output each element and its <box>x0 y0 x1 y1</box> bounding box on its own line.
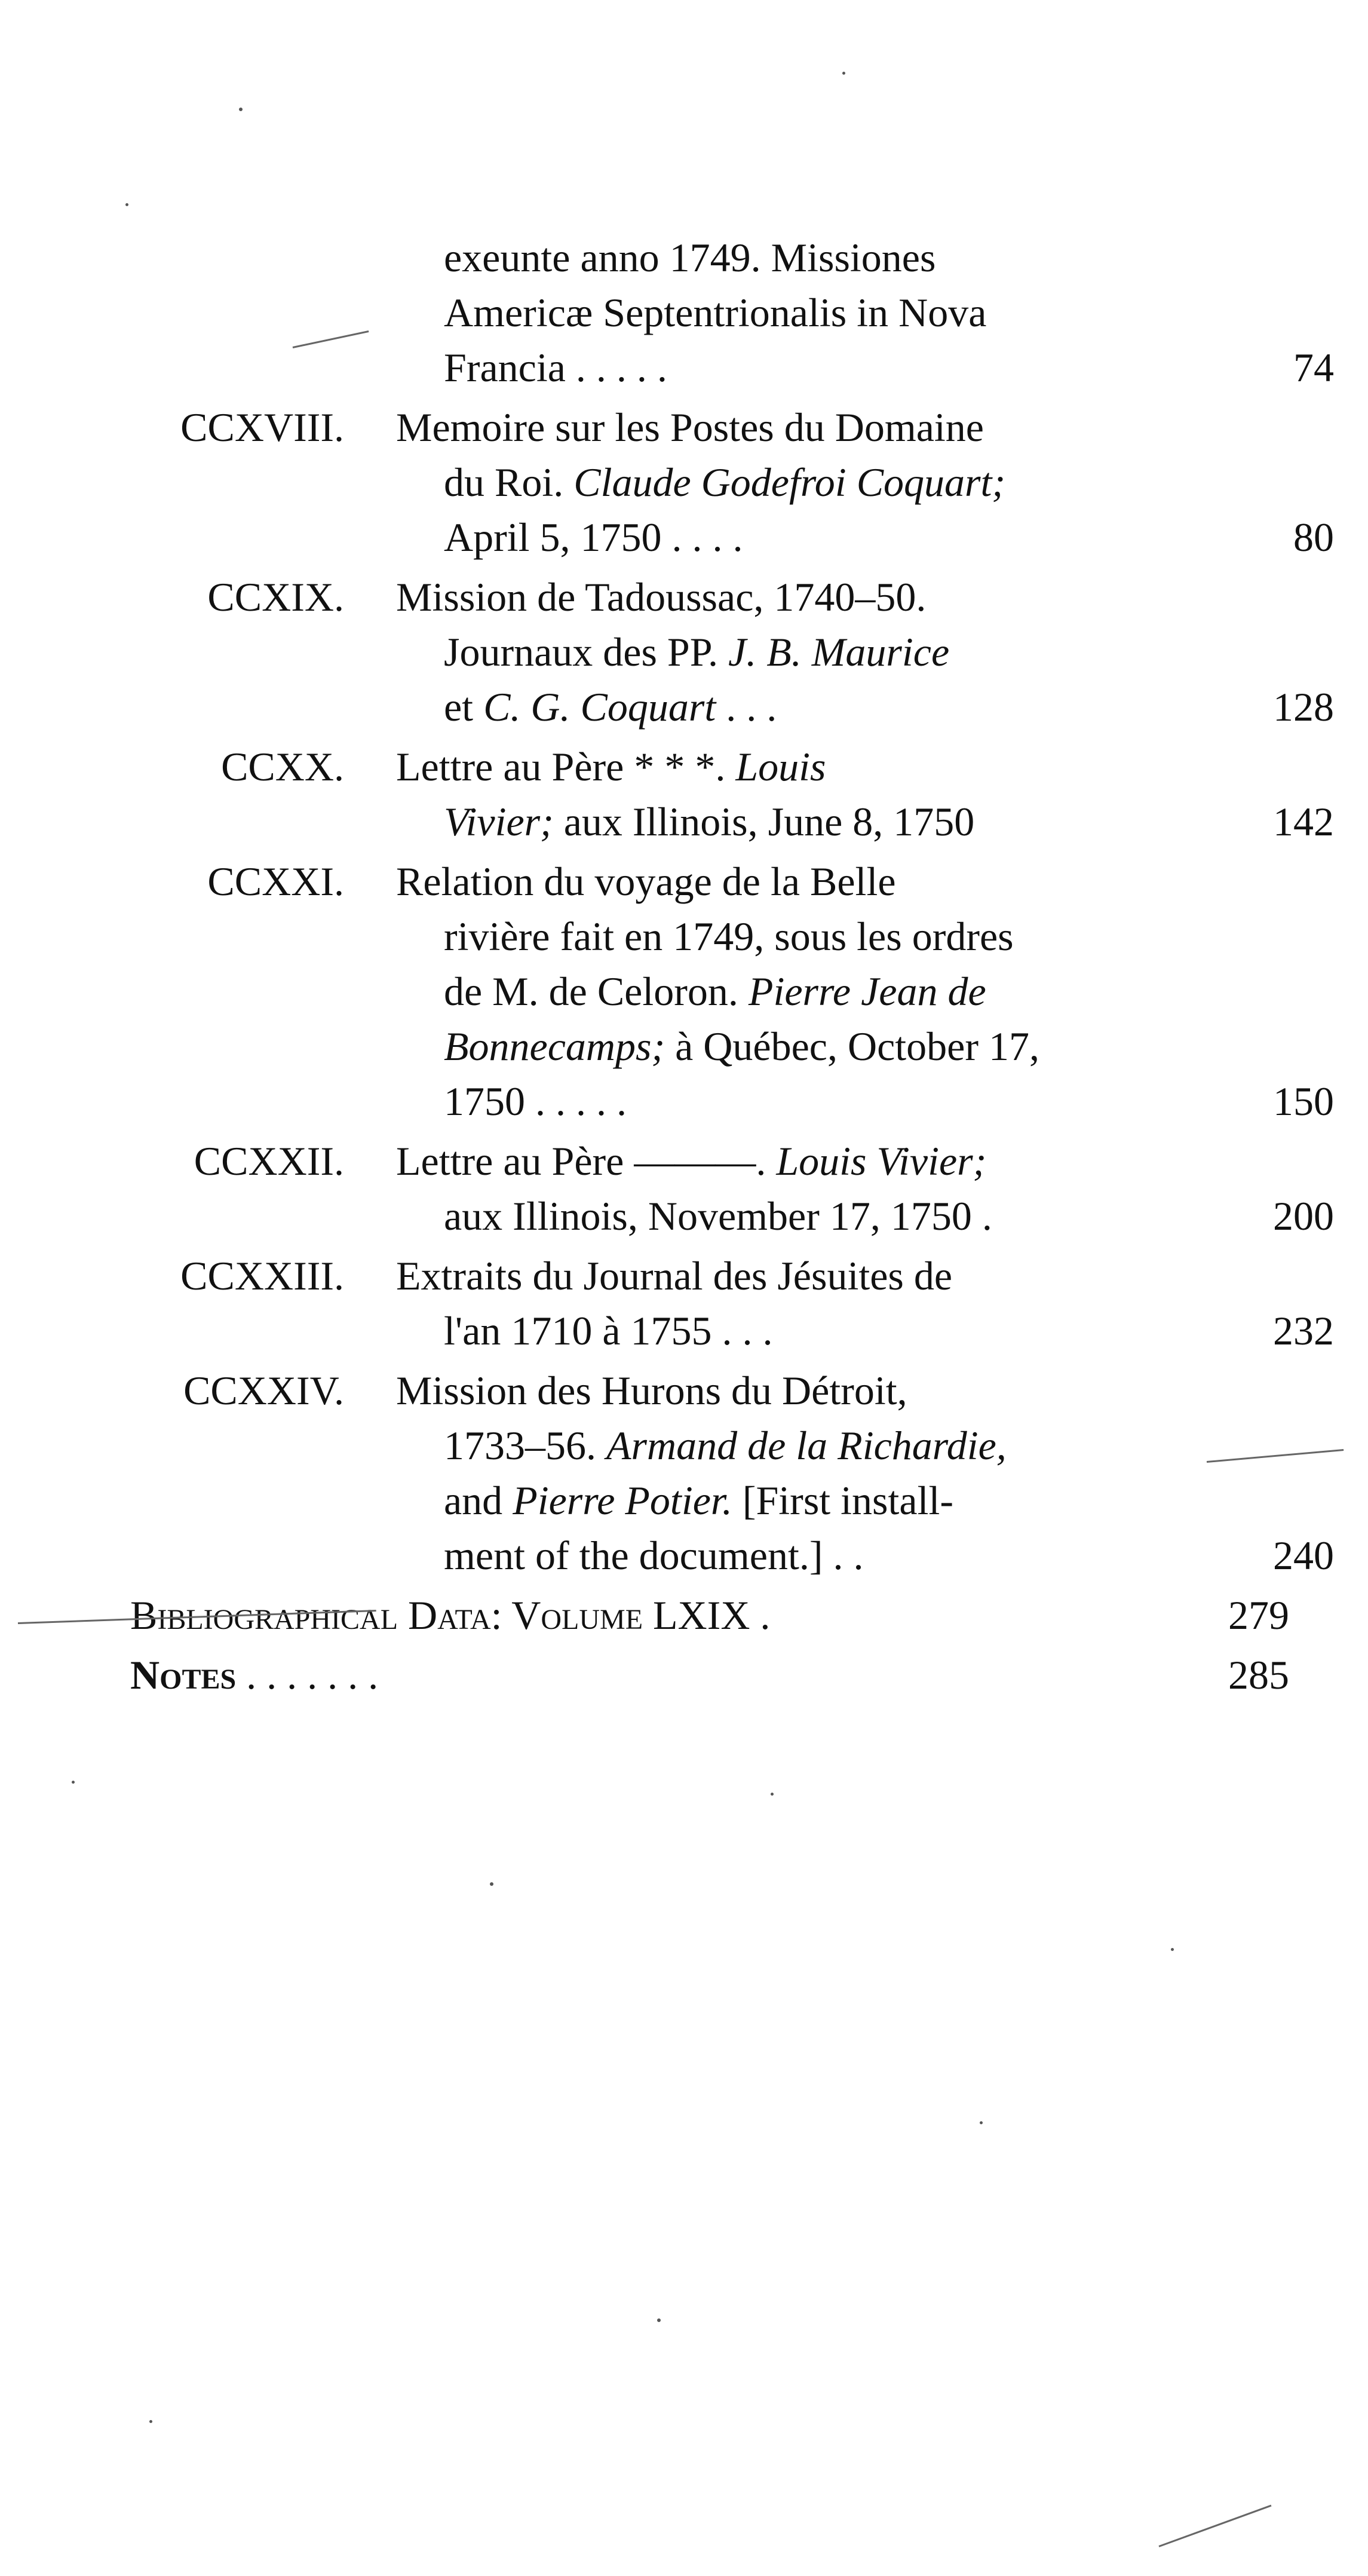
entry-line: Bonnecamps; à Québec, October 17, <box>444 1024 1039 1069</box>
bibliographical-entry <box>130 1588 1289 1643</box>
entry-number: CCXVIII. <box>180 405 344 450</box>
toc-entry <box>130 1248 1334 1358</box>
entry-number: CCXX. <box>221 744 344 789</box>
entry-title <box>396 854 1334 1129</box>
entry-line: Relation du voyage de la Belle <box>396 859 896 904</box>
entry-line: Lettre au Père * * *. Louis <box>396 744 826 789</box>
toc-entry <box>130 1134 1334 1243</box>
entry-title <box>396 1134 1334 1243</box>
entry-title <box>396 1363 1334 1583</box>
author-name: J. B. Maurice <box>728 629 950 675</box>
author-name: C. G. Coquart <box>483 684 716 730</box>
entry-line: Notes . . . . . . . 285 <box>130 1647 1223 1702</box>
entry-line: April 5, 1750 . . . . 80 <box>396 510 1268 565</box>
page-number: 128 <box>1273 684 1334 730</box>
entry-number: CCXXII. <box>194 1138 344 1184</box>
author-name: Claude Godefroi Coquart; <box>573 460 1006 505</box>
author-name: Louis Vivier; <box>776 1138 987 1184</box>
toc-entry <box>130 400 1334 565</box>
entry-number: CCXXIV. <box>183 1368 344 1413</box>
author-name: Pierre Jean de <box>748 969 986 1014</box>
table-of-contents <box>130 230 1334 1707</box>
scan-speck <box>657 2318 661 2322</box>
toc-entry <box>130 569 1334 734</box>
toc-entry <box>130 739 1334 849</box>
entry-line: and Pierre Potier. [First install- <box>444 1478 954 1523</box>
entry-line: Mission de Tadoussac, 1740–50. <box>396 574 927 620</box>
author-name: Pierre Potier. <box>513 1478 732 1523</box>
entry-title <box>396 400 1334 565</box>
entry-number: CCXXI. <box>207 859 344 904</box>
entry-number: CCXXIII. <box>180 1253 344 1298</box>
entry-line: du Roi. Claude Godefroi Coquart; <box>444 460 1006 505</box>
scan-speck <box>980 2121 983 2124</box>
scan-speck <box>490 1882 493 1886</box>
entry-line: Lettre au Père ———. Louis Vivier; <box>396 1138 987 1184</box>
entry-line: Extraits du Journal des Jésuites de <box>396 1253 953 1298</box>
page-number: 80 <box>1293 514 1334 560</box>
entry-line: 1733–56. Armand de la Richardie, <box>444 1423 1007 1468</box>
scan-speck <box>72 1781 75 1784</box>
page-number: 74 <box>1293 345 1334 390</box>
page-number: 142 <box>1273 799 1334 844</box>
entry-line: Americæ Septentrionalis in Nova <box>444 290 987 335</box>
page-number: 150 <box>1273 1079 1334 1124</box>
author-name: Vivier; <box>444 799 554 844</box>
toc-entry <box>130 230 1334 395</box>
entry-line: et C. G. Coquart . . . 128 <box>396 679 1268 734</box>
scan-stroke <box>1158 2505 1271 2547</box>
entry-line: Mission des Hurons du Détroit, <box>396 1368 907 1413</box>
entry-line: l'an 1710 à 1755 . . . 232 <box>396 1303 1268 1358</box>
entry-line: Vivier; aux Illinois, June 8, 1750 142 <box>396 794 1268 849</box>
entry-title <box>396 230 1334 395</box>
author-name: Armand de la Richardie, <box>606 1423 1007 1468</box>
page-number: 200 <box>1273 1193 1334 1239</box>
entry-line: Bibliographical Data: Volume LXIX . 279 <box>130 1588 1223 1643</box>
page-number: 279 <box>1228 1592 1289 1638</box>
page-number: 240 <box>1273 1533 1334 1578</box>
scan-speck <box>1171 1948 1174 1951</box>
scan-speck <box>771 1793 774 1796</box>
scan-speck <box>842 72 845 75</box>
entry-line: exeunte anno 1749. Missiones <box>444 235 936 280</box>
entry-title <box>396 569 1334 734</box>
entry-title <box>396 1248 1334 1358</box>
notes-label: Notes <box>130 1652 237 1698</box>
bibliographical-label: Bibliographical Data: Volume LXIX <box>130 1592 750 1638</box>
entry-number: CCXIX. <box>207 574 344 620</box>
scan-speck <box>149 2420 152 2423</box>
page-number: 285 <box>1228 1652 1289 1698</box>
notes-entry <box>130 1647 1289 1702</box>
entry-line: Memoire sur les Postes du Domaine <box>396 405 984 450</box>
author-name: Bonnecamps; <box>444 1024 665 1069</box>
author-name: Louis <box>735 744 826 789</box>
entry-line: de M. de Celoron. Pierre Jean de <box>444 969 986 1014</box>
toc-entry <box>130 1363 1334 1583</box>
entry-line: rivière fait en 1749, sous les ordres <box>444 914 1014 959</box>
entry-title <box>396 739 1334 849</box>
scan-speck <box>239 108 243 111</box>
entry-line: 1750 . . . . . 150 <box>396 1074 1268 1129</box>
entry-line: ment of the document.] . . 240 <box>396 1528 1268 1583</box>
page-number: 232 <box>1273 1308 1334 1353</box>
scan-speck <box>125 203 128 206</box>
entry-line: aux Illinois, November 17, 1750 . 200 <box>396 1189 1268 1243</box>
entry-line: Journaux des PP. J. B. Maurice <box>444 629 950 675</box>
toc-entry <box>130 854 1334 1129</box>
entry-line: Francia . . . . . 74 <box>396 340 1268 395</box>
